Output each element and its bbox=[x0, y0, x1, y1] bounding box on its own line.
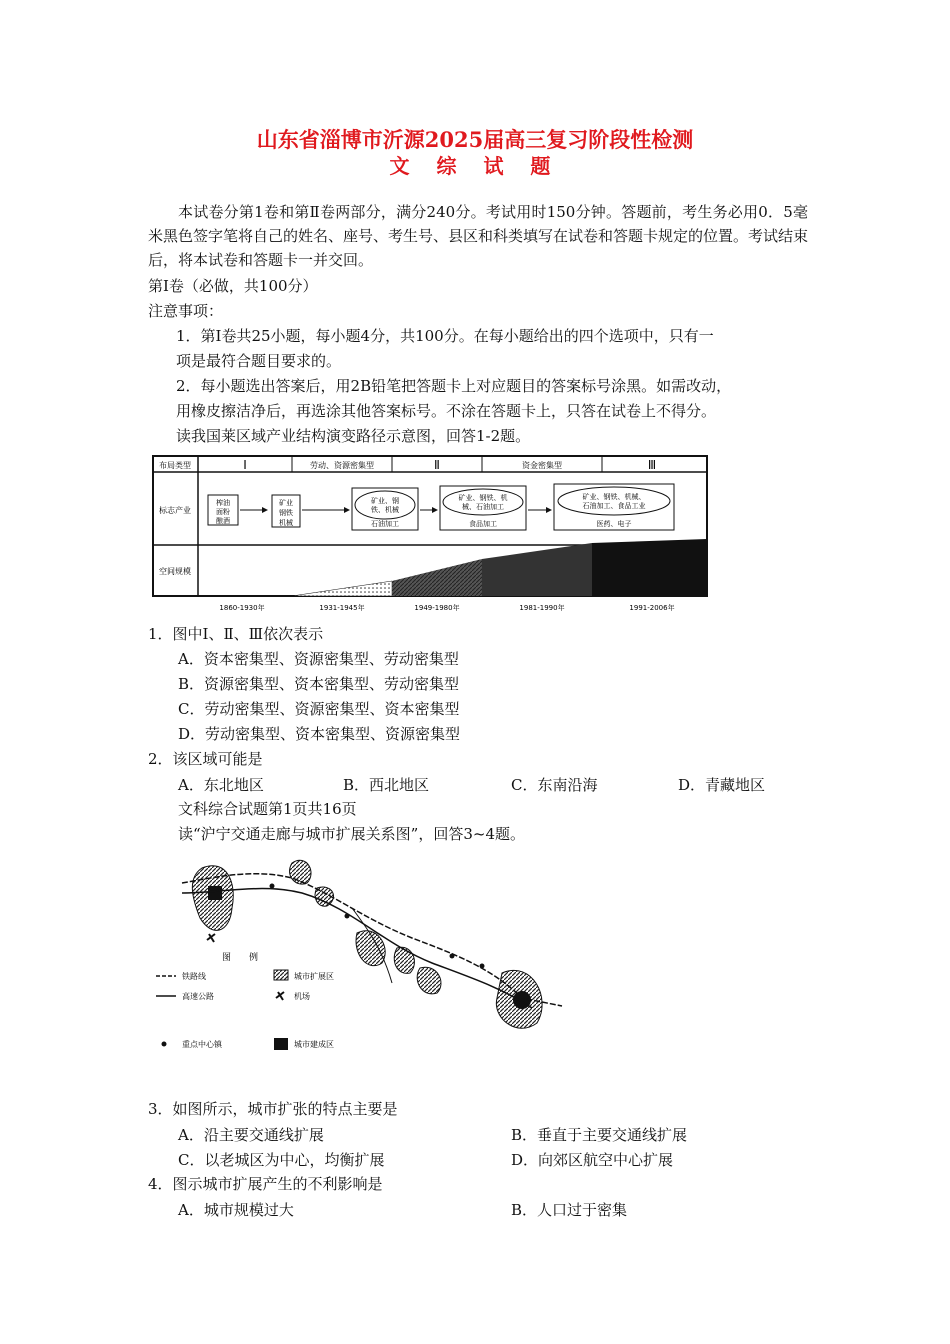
notice-title: 注意事项： bbox=[148, 302, 224, 320]
box5-line: 石油加工、食品工业 bbox=[582, 502, 646, 510]
legend-expansion: 城市扩展区 bbox=[294, 972, 334, 981]
period-5: 1991-2006年 bbox=[629, 604, 675, 612]
legend-title: 图 例 bbox=[222, 953, 259, 963]
period-3: 1949-1980年 bbox=[414, 604, 460, 612]
central-town bbox=[450, 954, 455, 959]
period-4: 1981-1990年 bbox=[519, 604, 565, 612]
box1-item: 酿酒 bbox=[216, 517, 230, 525]
central-town bbox=[345, 914, 350, 919]
page-footer-note: 文科综合试题第1页共16页 bbox=[178, 800, 357, 818]
box2-item: 钢铁 bbox=[279, 509, 293, 517]
legend-railway: 铁路线 bbox=[182, 972, 206, 981]
box3-line: 石油加工 bbox=[371, 520, 399, 528]
q3-option-d: D．向郊区航空中心扩展 bbox=[511, 1151, 674, 1169]
box2-item: 机械 bbox=[279, 519, 293, 527]
box5-line: 矿业、钢铁、机械、 bbox=[582, 493, 646, 501]
row-label-industry: 标志产业 bbox=[159, 506, 191, 515]
q1-option-c: C．劳动密集型、资源密集型、资本密集型 bbox=[178, 700, 460, 718]
intro-paragraph: 本试卷分第1卷和第Ⅱ卷两部分，满分240分。考试用时150分钟。答题前，考生务必用0．5毫米黑色签字笔将自己的姓名、座号、考生号、县区和科类填写在试卷和答题卡规定的位置。考试结束后，将本试卷和答题卡一并交回。 bbox=[148, 203, 809, 269]
q2-option-d: D．青藏地区 bbox=[678, 776, 766, 794]
stage-label-labor: 劳动、资源密集型 bbox=[310, 461, 374, 470]
box3-line: 矿业、钢 bbox=[371, 497, 399, 505]
q2-stem: 2．该区域可能是 bbox=[148, 750, 263, 768]
legend-highway: 高速公路 bbox=[182, 992, 214, 1001]
q1-stem: 1．图中Ⅰ、Ⅱ、Ⅲ依次表示 bbox=[148, 625, 324, 643]
note-1-line1: 1．第Ⅰ卷共25小题，每小题4分，共100分。在每小题给出的四个选项中，只有一 bbox=[176, 327, 714, 345]
built-up-area bbox=[208, 886, 222, 900]
box5-line: 医药、电子 bbox=[596, 520, 632, 528]
q3-option-a: A．沿主要交通线扩展 bbox=[178, 1126, 324, 1144]
box4-line: 食品加工 bbox=[469, 520, 497, 528]
expansion-area bbox=[417, 967, 441, 994]
note-2-line2: 用橡皮擦洁净后，再选涂其他答案标号。不涂在答题卡上，只答在试卷上不得分。 bbox=[176, 402, 717, 420]
q1-option-d: D．劳动密集型、资本密集型、资源密集型 bbox=[178, 725, 461, 743]
legend-town: 重点中心镇 bbox=[182, 1040, 222, 1049]
box4-line: 械、石油加工 bbox=[462, 503, 504, 511]
exam-title: 山东省淄博市沂源2025届高三复习阶段性检测 bbox=[256, 127, 694, 152]
stage-2-label: Ⅱ bbox=[434, 458, 440, 472]
scale-area-4 bbox=[592, 539, 707, 596]
legend-town-icon bbox=[162, 1042, 167, 1047]
q3-stem: 3．如图所示，城市扩张的特点主要是 bbox=[148, 1100, 398, 1118]
legend-expansion-icon bbox=[274, 970, 288, 980]
q2-option-c: C．东南沿海 bbox=[511, 776, 598, 794]
q1-option-b: B．资源密集型、资本密集型、劳动密集型 bbox=[178, 675, 460, 693]
stage-label-capital: 资金密集型 bbox=[522, 461, 562, 470]
legend-airport: 机场 bbox=[294, 992, 310, 1001]
stage-1-label: Ⅰ bbox=[243, 458, 247, 472]
expansion-area bbox=[290, 860, 312, 884]
q4-option-b: B．人口过于密集 bbox=[511, 1201, 628, 1219]
q4-stem: 4．图示城市扩展产生的不利影响是 bbox=[148, 1175, 383, 1193]
corridor-map-figure bbox=[152, 848, 572, 1064]
period-2: 1931-1945年 bbox=[319, 604, 365, 612]
q3-option-c: C．以老城区为中心，均衡扩展 bbox=[178, 1151, 385, 1169]
q2-option-b: B．西北地区 bbox=[343, 776, 430, 794]
stage-3-label: Ⅲ bbox=[647, 458, 657, 472]
q3-option-b: B．垂直于主要交通线扩展 bbox=[511, 1126, 688, 1144]
legend-builtup: 城市建成区 bbox=[294, 1040, 334, 1049]
read-instruction-2: 读“沪宁交通走廊与城市扩展关系图”，回答3~4题。 bbox=[178, 825, 525, 843]
period-1: 1860-1930年 bbox=[219, 604, 265, 612]
central-town bbox=[480, 964, 485, 969]
row-label-space: 空间规模 bbox=[159, 567, 191, 576]
q1-option-a: A．资本密集型、资源密集型、劳动密集型 bbox=[178, 650, 459, 668]
q2-option-a: A．东北地区 bbox=[178, 776, 264, 794]
note-2-line1: 2．每小题选出答案后，用2B铅笔把答题卡上对应题目的答案标号涂黑。如需改动， bbox=[176, 377, 732, 395]
row-label-layout: 布局类型 bbox=[159, 461, 191, 470]
central-town bbox=[270, 884, 275, 889]
expansion-area bbox=[394, 947, 414, 973]
note-1-line2: 项是最符合题目要求的。 bbox=[176, 352, 342, 370]
q4-option-a: A．城市规模过大 bbox=[178, 1201, 294, 1219]
section-heading: 第Ⅰ卷（必做，共100分） bbox=[148, 277, 318, 295]
read-instruction-1: 读我国莱区域产业结构演变路径示意图，回答1-2题。 bbox=[176, 427, 531, 445]
legend-builtup-icon bbox=[274, 1038, 288, 1050]
airport-icon bbox=[207, 934, 215, 942]
box1-item: 榨油 bbox=[216, 499, 230, 507]
box2-item: 矿业 bbox=[279, 499, 293, 507]
exam-subtitle: 文 综 试 题 bbox=[389, 154, 561, 178]
industry-evolution-figure bbox=[152, 455, 708, 617]
box4-line: 矿业、钢铁、机 bbox=[458, 494, 508, 502]
box3-line: 铁、机械 bbox=[371, 506, 399, 514]
legend-airport-icon bbox=[276, 992, 284, 1000]
box1-item: 面粉 bbox=[216, 508, 230, 516]
